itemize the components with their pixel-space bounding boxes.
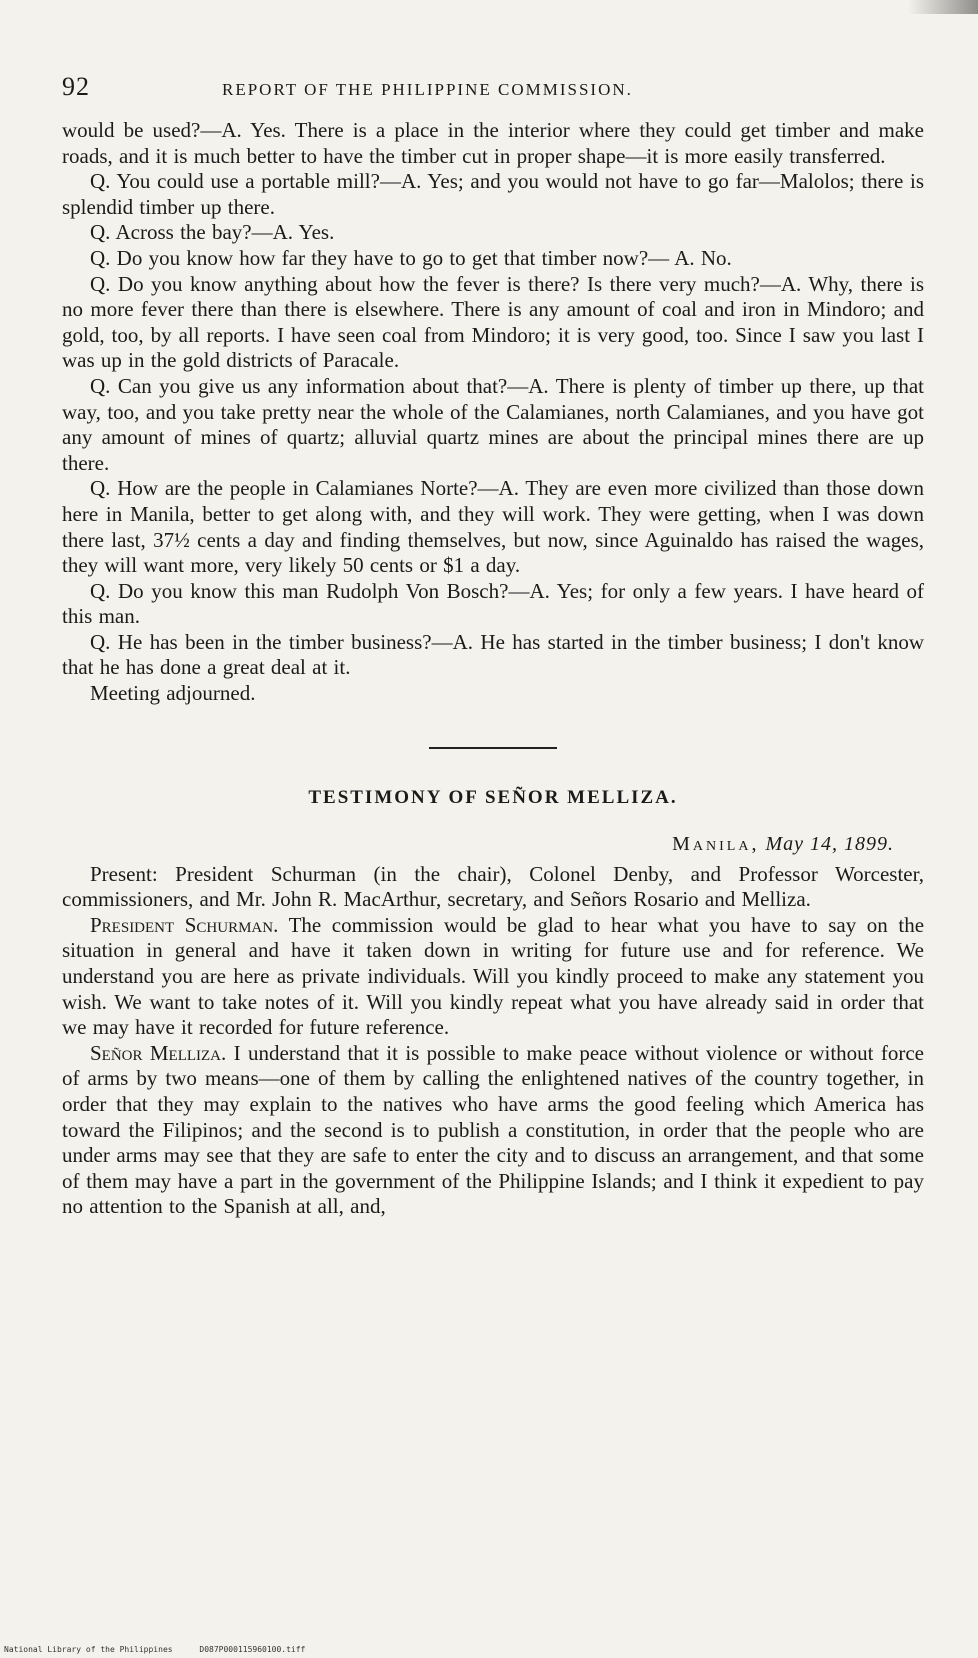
running-title: REPORT OF THE PHILIPPINE COMMISSION.	[222, 80, 633, 99]
paragraph-text: Present: President Schurman (in the chair), Colonel Denby, and Professor Worcester, commissioners, and Mr. John R. MacArthur, secretary, and Señors Rosario and Melliza.	[62, 861, 924, 912]
section-title: TESTIMONY OF SEÑOR MELLIZA.	[308, 786, 678, 808]
paragraph: Q. How are the people in Calamianes Norte?—A. They are even more civilized than those down here in Manila, better to get along with, and they will work. They were getting, when I was down there last, 37½ cents a day and finding themselves, but now, since Aguinaldo has raised the wages, they will want more, very likely 50 cents or $1 a day.	[62, 476, 924, 578]
paragraph	[62, 1041, 924, 1220]
section-divider	[429, 747, 557, 749]
paragraph-text: I understand that it is possible to make peace without violence or without force of arms by two means—one of them by calling the enlightened natives of the country together, in order that they may explain to the natives who have arms the good feeling which America has toward the Filipinos; and the second is to publish a constitution, in order that the people who are under arms may see that they are safe to enter the city and to discuss an arrangement, and that some of them may have a part in the government of the Philippine Islands; and I think it expedient to pay no attention to the Spanish at all, and,	[62, 1040, 924, 1219]
meeting-adjourned: Meeting adjourned.	[90, 681, 256, 706]
scan-footer	[4, 1645, 305, 1654]
dateline	[62, 833, 924, 856]
testimony-continued	[62, 118, 924, 707]
footer-source: National Library of the Philippines	[4, 1645, 173, 1654]
scan-edge-mark	[908, 0, 978, 14]
document-page	[62, 72, 924, 1220]
running-header	[62, 72, 924, 112]
speaker-name: Señor Melliza.	[90, 1040, 227, 1065]
paragraph: Q. Can you give us any information about that?—A. There is plenty of timber up there, up that way, too, and you take pretty near the whole of the Calamianes, north Calamianes, and you have got any amount of mines of quartz; alluvial quartz mines are about the principal mines there are up there.	[62, 373, 924, 475]
paragraph: Q. Do you know this man Rudolph Von Bosch?—A. Yes; for only a few years. I have heard of this man.	[62, 578, 924, 629]
footer-file-name: D087P000115960100.tiff	[199, 1645, 306, 1654]
paragraph: Q. Across the bay?—A. Yes.	[90, 220, 335, 245]
paragraph: Q. Do you know how far they have to go to get that timber now?— A. No.	[90, 245, 732, 270]
dateline-place: Manila,	[672, 832, 760, 855]
dateline-date: May 14, 1899.	[765, 832, 894, 855]
paragraph-text: The commission would be glad to hear what you have to say on the situation in general and have it taken down in writing for future use and for reference. We understand you are here as private individuals. Will you kindly proceed to make any statement you wish. We want to take notes of it. Will you kindly repeat what you have already said in order that we may have it recorded for future reference.	[62, 912, 925, 1040]
paragraph	[62, 913, 924, 1041]
paragraph: Q. You could use a portable mill?—A. Yes; and you would not have to go far—Malolos; there is splendid timber up there.	[62, 169, 924, 219]
paragraph	[62, 862, 924, 913]
page-number: 92	[62, 72, 90, 101]
testimony-body	[62, 862, 924, 1220]
speaker-name: President Schurman.	[90, 912, 279, 937]
paragraph: Q. He has been in the timber business?—A. He has started in the timber business; I don't know that he has done a great deal at it.	[62, 629, 924, 680]
paragraph: Q. Do you know anything about how the fever is there? Is there very much?—A. Why, there is no more fever there than there is elsewhere. There is any amount of coal and iron in Mindoro; and gold, too, by all reports. I have seen coal from Mindoro; it is very good, too. Since I saw you last I was up in the gold districts of Paracale.	[62, 271, 924, 373]
paragraph: would be used?—A. Yes. There is a place in the interior where they could get timber and make roads, and it is much better to have the timber cut in proper shape—it is more easily transferred.	[62, 118, 924, 168]
